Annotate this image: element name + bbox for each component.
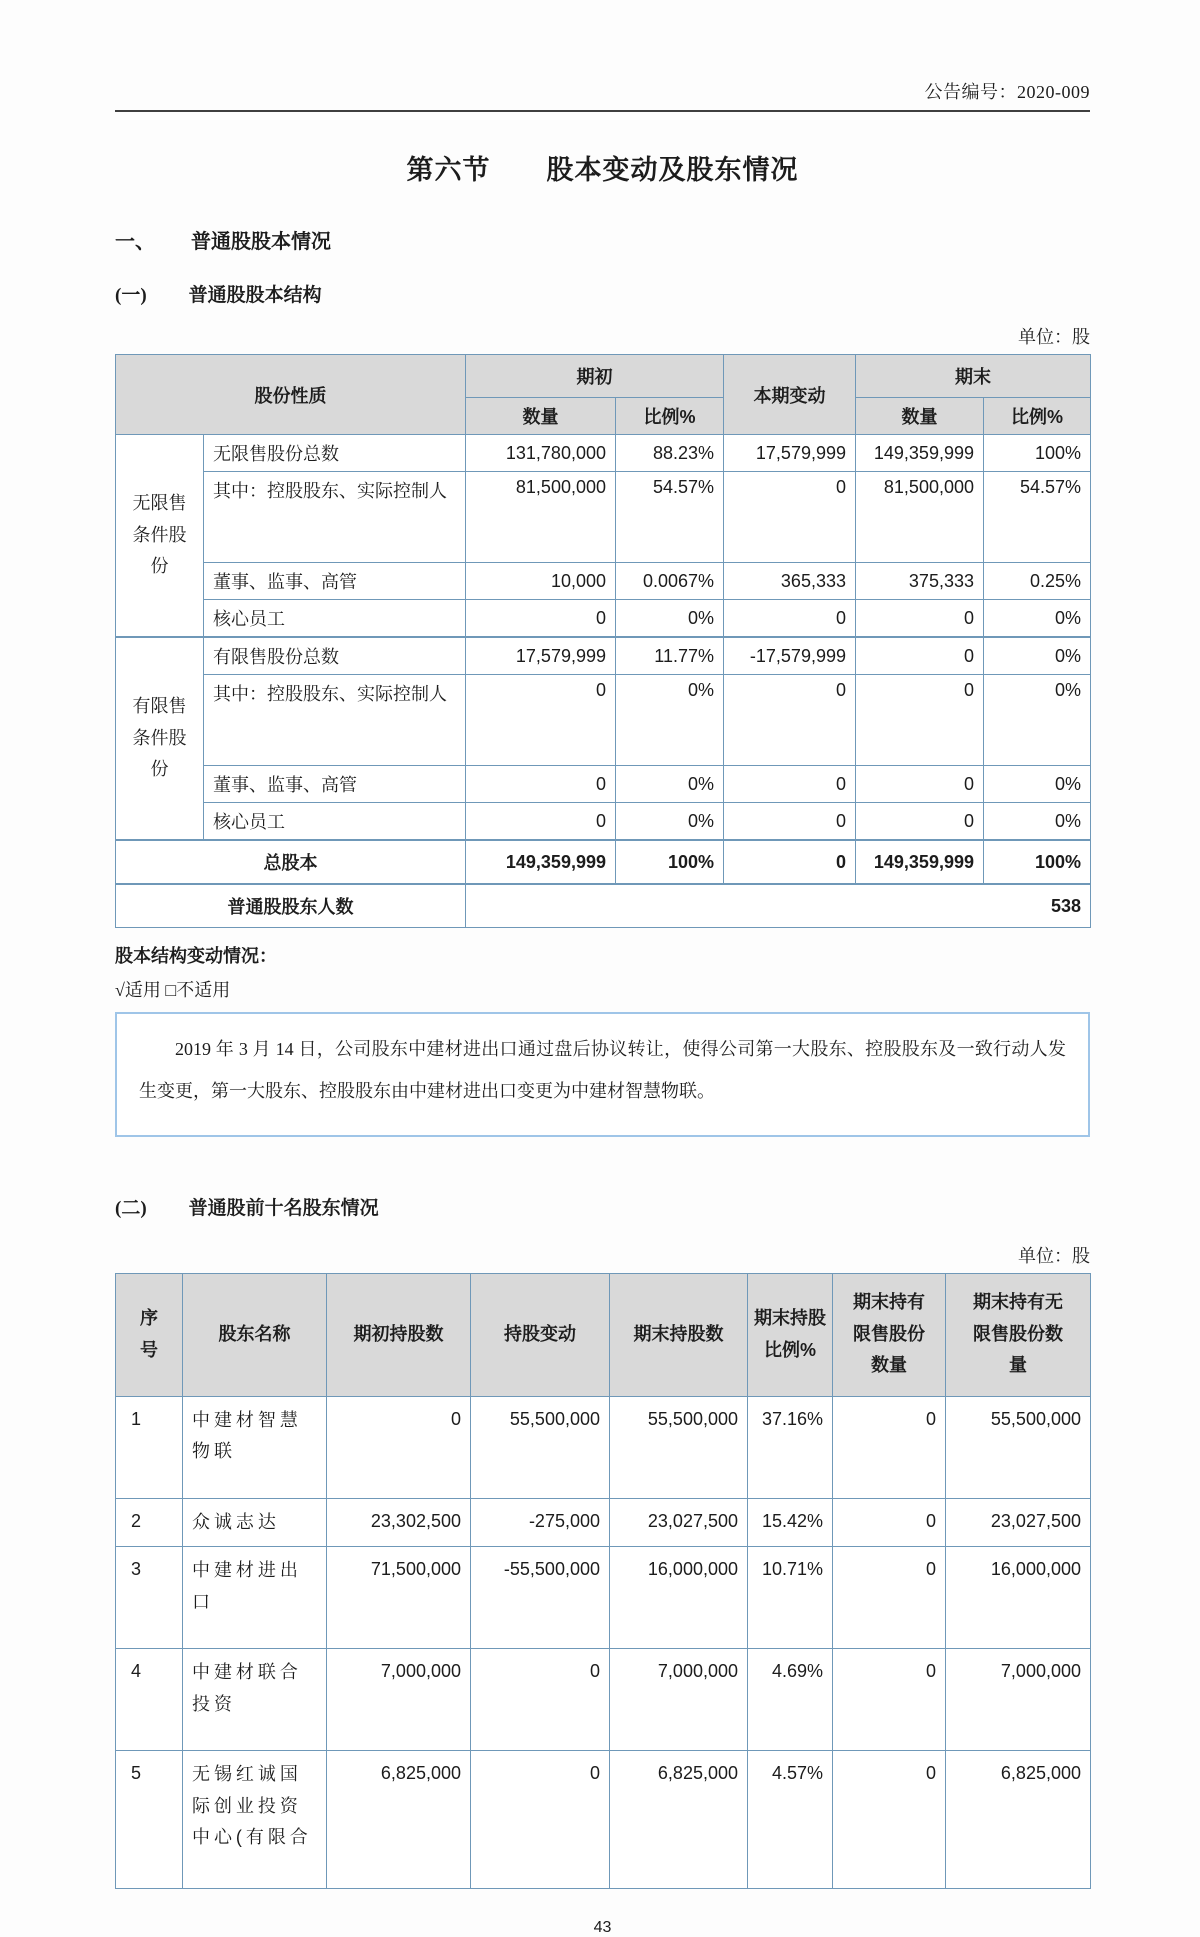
begin-pct-cell: 88.23%: [616, 435, 724, 472]
seq-cell: 5: [116, 1751, 183, 1889]
begin-qty-cell: 0: [466, 803, 616, 841]
col-shareholder-name: 股东名称: [183, 1273, 327, 1396]
end-pct-cell: 37.16%: [748, 1396, 833, 1498]
change-cell: 17,579,999: [724, 435, 856, 472]
unrestricted-cell: 55,500,000: [946, 1396, 1091, 1498]
group-unrestricted-label: 无限售条件股份: [116, 435, 204, 638]
end-shares-cell: 6,825,000: [610, 1751, 748, 1889]
seq-cell: 3: [116, 1547, 183, 1649]
end-qty-cell: 0: [856, 803, 984, 841]
row-name: 董事、监事、高管: [204, 563, 466, 600]
holders-count-row: [116, 884, 1091, 928]
end-pct-cell: 0.25%: [984, 563, 1091, 600]
col-end-shares: 期末持股数: [610, 1273, 748, 1396]
begin-pct-cell: 54.57%: [616, 472, 724, 563]
end-pct-cell: 100%: [984, 435, 1091, 472]
end-pct-cell: 100%: [984, 840, 1091, 884]
applicable-checkline: √适用 □不适用: [115, 980, 231, 1000]
shareholder-name: 众诚志达: [183, 1498, 327, 1547]
table-row: [116, 472, 1091, 563]
row-name: 有限售股份总数: [204, 637, 466, 675]
end-pct-cell: 4.69%: [748, 1649, 833, 1751]
end-qty-cell: 0: [856, 600, 984, 638]
unit-label-2: 单位：股: [1018, 1245, 1090, 1266]
shareholder-row: [116, 1396, 1091, 1498]
begin-qty-cell: 0: [466, 766, 616, 803]
end-shares-cell: 16,000,000: [610, 1547, 748, 1649]
begin-shares-cell: 23,302,500: [327, 1498, 471, 1547]
shareholder-row: [116, 1498, 1091, 1547]
unrestricted-cell: 7,000,000: [946, 1649, 1091, 1751]
end-pct-cell: 0%: [984, 600, 1091, 638]
restricted-cell: 0: [833, 1649, 946, 1751]
share-change-cell: 0: [471, 1751, 610, 1889]
row-name: 董事、监事、高管: [204, 766, 466, 803]
col-begin-group: 期初: [466, 355, 724, 398]
begin-shares-cell: 6,825,000: [327, 1751, 471, 1889]
shareholder-name: 中建材智慧物联: [183, 1396, 327, 1498]
col-begin-qty: 数量: [466, 398, 616, 435]
col-share-change: 持股变动: [471, 1273, 610, 1396]
end-pct-cell: 0%: [984, 766, 1091, 803]
table-row: [116, 766, 1091, 803]
page-number: 43: [593, 1918, 612, 1936]
subsection-label: 普通股股本结构: [188, 285, 322, 306]
change-note-box: 2019 年 3 月 14 日，公司股东中建材进出口通过盘后协议转让，使得公司第一大股东、控股股东及一致行动人发生变更，第一大股东、控股股东由中建材进出口变更为中建材智慧物联。: [115, 1012, 1090, 1137]
subsection-label: 普通股前十名股东情况: [188, 1197, 379, 1219]
shareholder-name: 中建材联合投资: [183, 1649, 327, 1751]
col-end-qty: 数量: [856, 398, 984, 435]
section-number: 一、: [115, 231, 155, 253]
col-end-group: 期末: [856, 355, 1091, 398]
table-row: [116, 435, 1091, 472]
share-change-cell: 55,500,000: [471, 1396, 610, 1498]
begin-pct-cell: 0%: [616, 803, 724, 841]
col-share-nature: 股份性质: [116, 355, 466, 435]
begin-qty-cell: 149,359,999: [466, 840, 616, 884]
holders-count: 538: [466, 884, 1091, 928]
end-shares-cell: 23,027,500: [610, 1498, 748, 1547]
change-cell: 0: [724, 840, 856, 884]
end-pct-cell: 0%: [984, 637, 1091, 675]
change-cell: 0: [724, 675, 856, 766]
end-qty-cell: 0: [856, 637, 984, 675]
section-label: 普通股股本情况: [191, 231, 331, 253]
table-row: [116, 600, 1091, 638]
unrestricted-cell: 23,027,500: [946, 1498, 1091, 1547]
end-pct-cell: 0%: [984, 803, 1091, 841]
top-shareholders-table: [115, 1273, 1091, 1889]
begin-qty-cell: 131,780,000: [466, 435, 616, 472]
end-shares-cell: 7,000,000: [610, 1649, 748, 1751]
table-row: [116, 563, 1091, 600]
begin-qty-cell: 17,579,999: [466, 637, 616, 675]
col-end-pct: 比例%: [984, 398, 1091, 435]
total-label: 总股本: [116, 840, 466, 884]
subsection-number: (一): [115, 285, 147, 306]
begin-qty-cell: 10,000: [466, 563, 616, 600]
begin-qty-cell: 0: [466, 675, 616, 766]
begin-shares-cell: 7,000,000: [327, 1649, 471, 1751]
change-cell: 365,333: [724, 563, 856, 600]
col-begin-shares: 期初持股数: [327, 1273, 471, 1396]
col-begin-pct: 比例%: [616, 398, 724, 435]
end-qty-cell: 375,333: [856, 563, 984, 600]
restricted-cell: 0: [833, 1547, 946, 1649]
col-period-change: 本期变动: [724, 355, 856, 435]
begin-qty-cell: 81,500,000: [466, 472, 616, 563]
restricted-cell: 0: [833, 1498, 946, 1547]
subsection-heading-1-1: [115, 280, 1090, 307]
header-rule: [115, 110, 1090, 112]
table-row: [116, 675, 1091, 766]
end-pct-cell: 4.57%: [748, 1751, 833, 1889]
begin-pct-cell: 100%: [616, 840, 724, 884]
section-heading-1: [115, 225, 1090, 254]
row-name: 核心员工: [204, 600, 466, 638]
col-end-unrestricted: 期末持有无限售股份数量: [946, 1273, 1091, 1396]
subsection-heading-1-2: [115, 1193, 1090, 1220]
change-cell: 0: [724, 766, 856, 803]
end-pct-cell: 0%: [984, 675, 1091, 766]
announcement-number: 公告编号：2020-009: [924, 82, 1090, 102]
change-cell: 0: [724, 472, 856, 563]
end-pct-cell: 15.42%: [748, 1498, 833, 1547]
subsection-number: (二): [115, 1197, 147, 1219]
begin-pct-cell: 0%: [616, 766, 724, 803]
change-cell: 0: [724, 803, 856, 841]
begin-pct-cell: 11.77%: [616, 637, 724, 675]
end-qty-cell: 81,500,000: [856, 472, 984, 563]
group-restricted-label: 有限售条件股份: [116, 637, 204, 840]
share-change-cell: 0: [471, 1649, 610, 1751]
seq-cell: 2: [116, 1498, 183, 1547]
begin-pct-cell: 0%: [616, 600, 724, 638]
total-row: [116, 840, 1091, 884]
unit-label-1: 单位：股: [1018, 327, 1090, 347]
restricted-cell: 0: [833, 1396, 946, 1498]
begin-shares-cell: 0: [327, 1396, 471, 1498]
seq-cell: 4: [116, 1649, 183, 1751]
end-qty-cell: 0: [856, 675, 984, 766]
end-qty-cell: 0: [856, 766, 984, 803]
end-pct-cell: 10.71%: [748, 1547, 833, 1649]
shareholder-row: [116, 1649, 1091, 1751]
restricted-cell: 0: [833, 1751, 946, 1889]
begin-qty-cell: 0: [466, 600, 616, 638]
shareholder-name: 中建材进出口: [183, 1547, 327, 1649]
holders-label: 普通股股东人数: [116, 884, 466, 928]
change-cell: -17,579,999: [724, 637, 856, 675]
col-end-pct: 期末持股比例%: [748, 1273, 833, 1396]
change-note-heading: 股本结构变动情况：: [115, 946, 277, 966]
page-title: 第六节 股本变动及股东情况: [406, 155, 799, 185]
share-structure-table: [115, 354, 1091, 928]
share-change-cell: -55,500,000: [471, 1547, 610, 1649]
seq-cell: 1: [116, 1396, 183, 1498]
table-row: [116, 637, 1091, 675]
end-shares-cell: 55,500,000: [610, 1396, 748, 1498]
change-cell: 0: [724, 600, 856, 638]
table-row: [116, 803, 1091, 841]
begin-pct-cell: 0%: [616, 675, 724, 766]
begin-shares-cell: 71,500,000: [327, 1547, 471, 1649]
end-pct-cell: 54.57%: [984, 472, 1091, 563]
row-name: 核心员工: [204, 803, 466, 841]
col-end-restricted: 期末持有限售股份数量: [833, 1273, 946, 1396]
unrestricted-cell: 16,000,000: [946, 1547, 1091, 1649]
row-name: 无限售股份总数: [204, 435, 466, 472]
col-seq: 序号: [116, 1273, 183, 1396]
shareholder-name: 无锡红诚国际创业投资中心(有限合: [183, 1751, 327, 1889]
share-change-cell: -275,000: [471, 1498, 610, 1547]
unrestricted-cell: 6,825,000: [946, 1751, 1091, 1889]
end-qty-cell: 149,359,999: [856, 840, 984, 884]
begin-pct-cell: 0.0067%: [616, 563, 724, 600]
row-name: 其中：控股股东、实际控制人: [204, 675, 466, 766]
shareholder-row: [116, 1751, 1091, 1889]
end-qty-cell: 149,359,999: [856, 435, 984, 472]
shareholder-row: [116, 1547, 1091, 1649]
row-name: 其中：控股股东、实际控制人: [204, 472, 466, 563]
